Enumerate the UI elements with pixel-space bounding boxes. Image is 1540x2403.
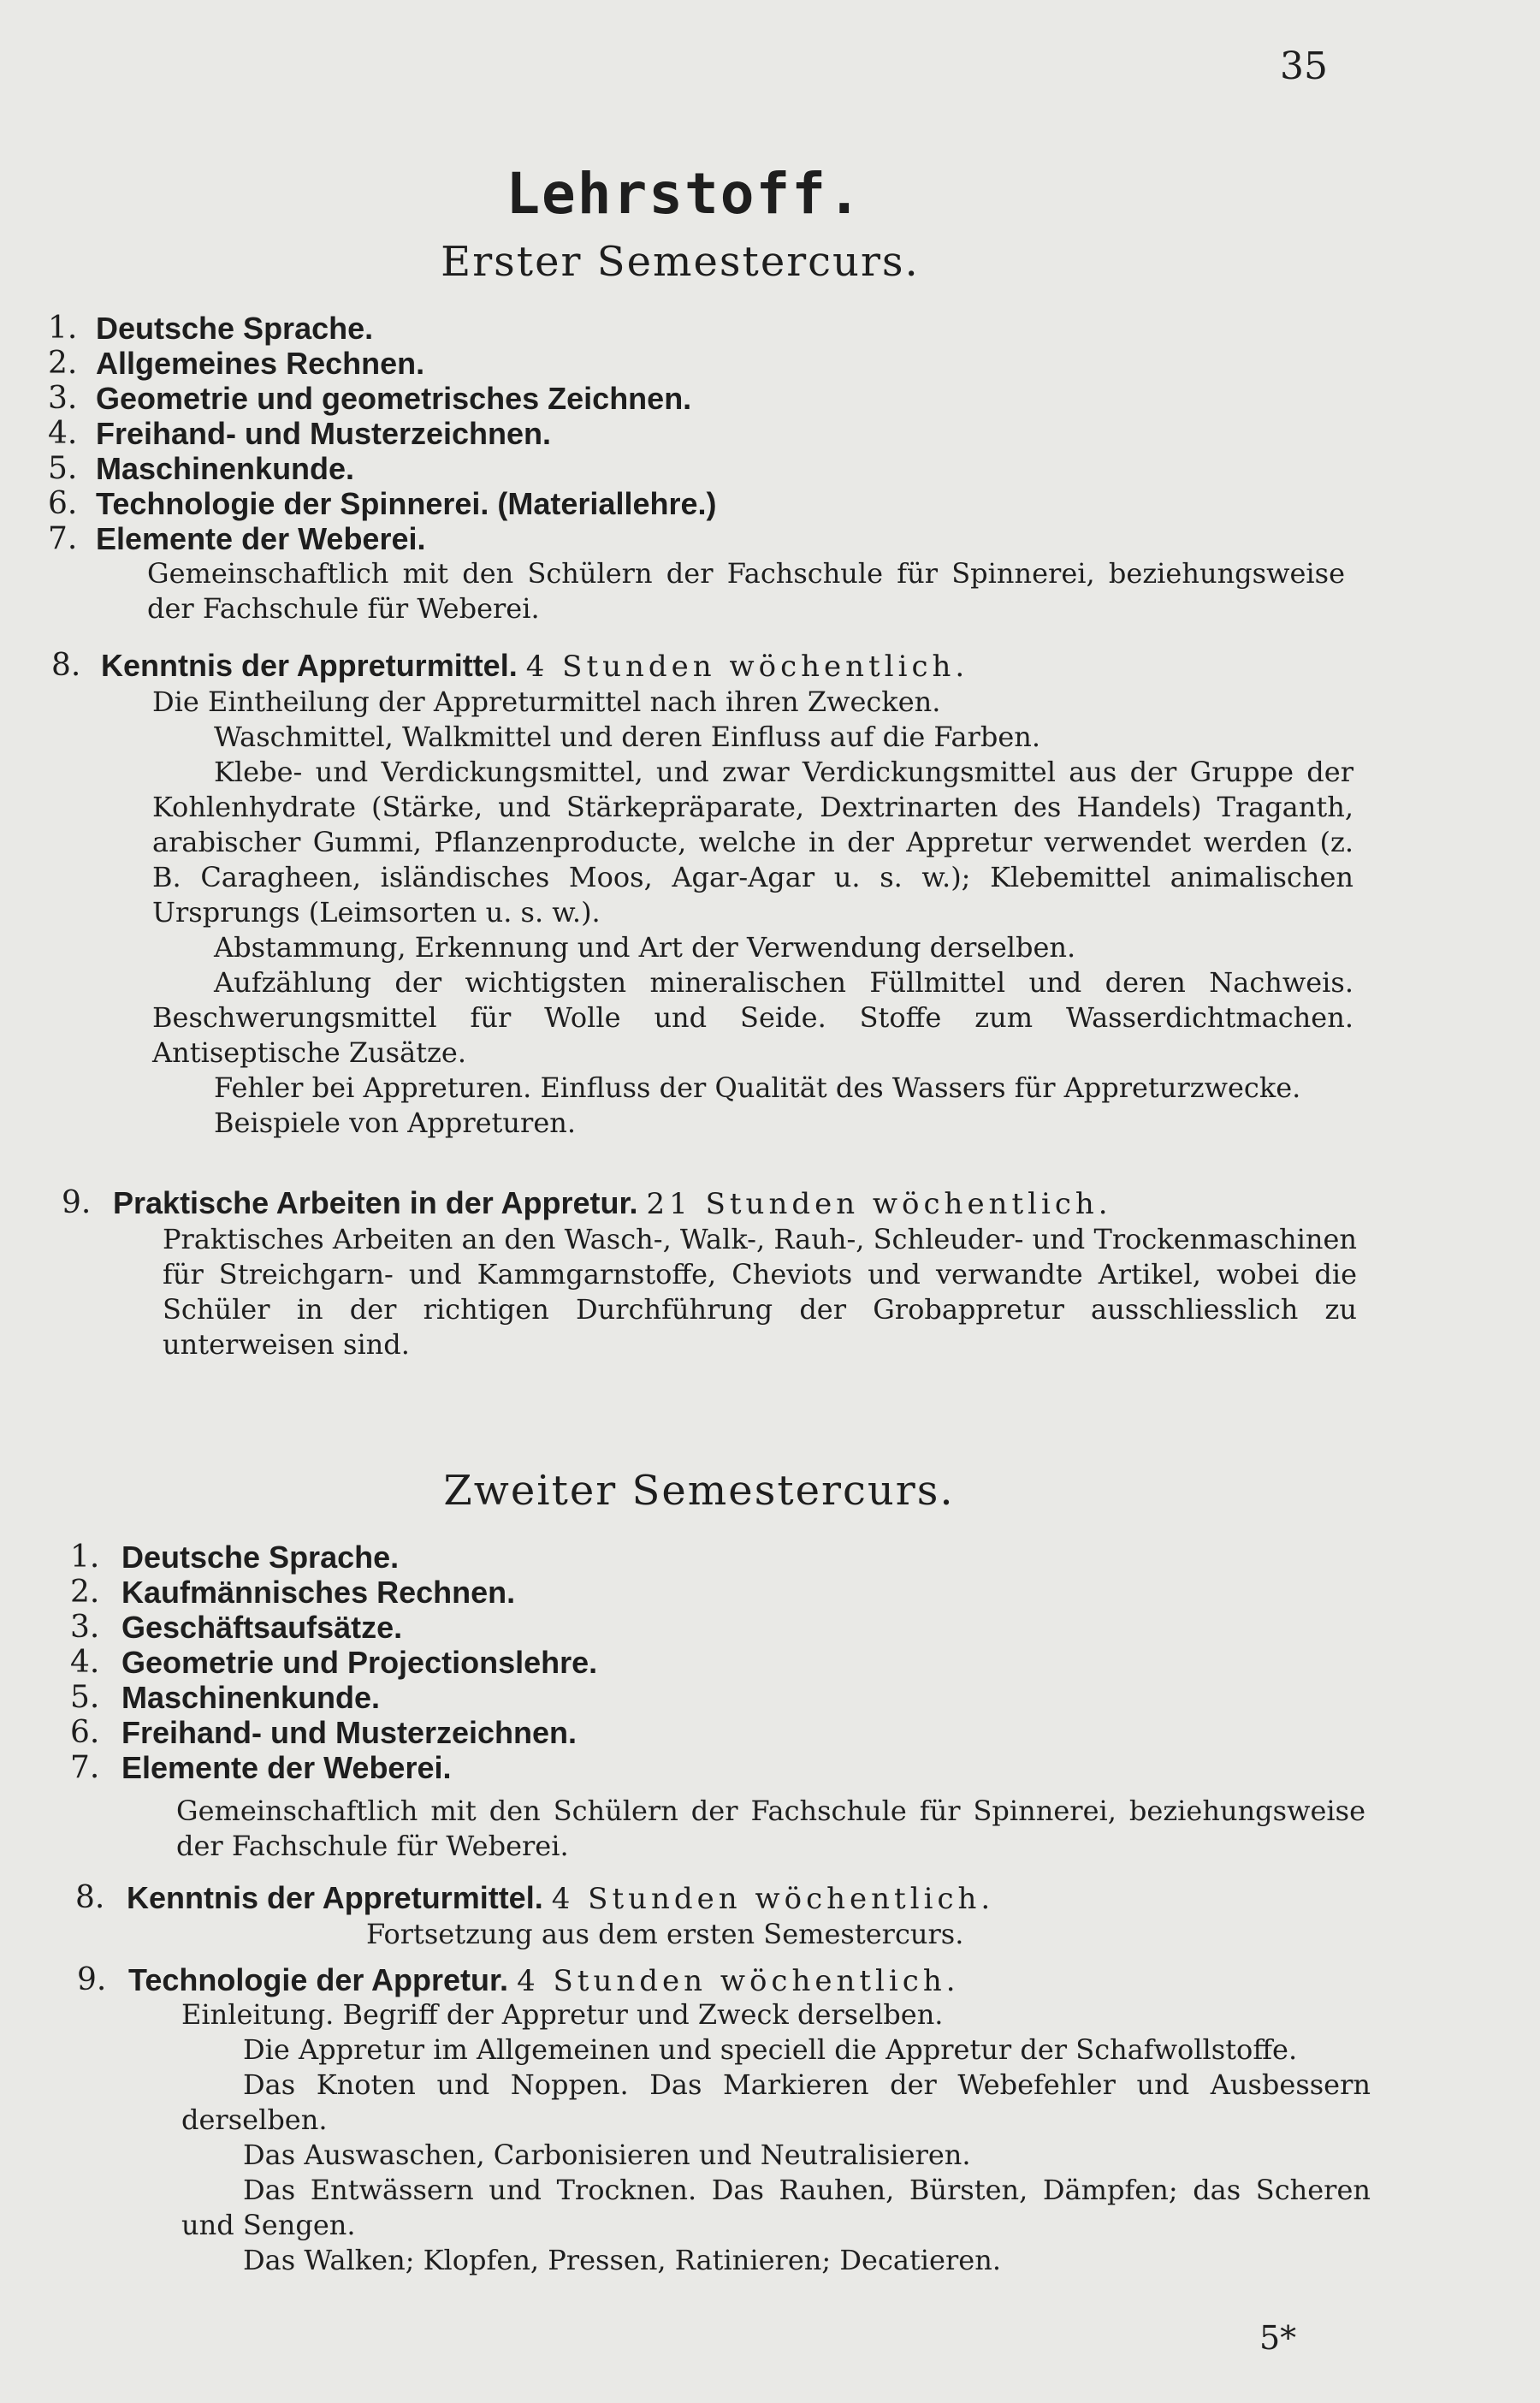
item-number: 2. [70,1575,100,1610]
page-number: 35 [1280,44,1328,88]
semester-2-heading: Zweiter Semestercurs. [443,1467,955,1515]
item-number: 9. [77,1962,107,1997]
item-number: 4. [48,416,78,451]
paragraph: Fehler bei Appreturen. Einfluss der Qualität des Wassers für Appreturzwecke. [214,1071,1301,1104]
page-title: Lehrstoff. [506,161,863,227]
subject-name: Geschäftsaufsätze. [121,1610,403,1645]
item-number: 8. [75,1880,105,1915]
subject-name: Allgemeines Rechnen. [96,346,425,381]
paragraph: Das Entwässern und Trocknen. Das Rauhen, Bürsten, Dämpfen; das Scheren und Sengen. [181,2174,1371,2241]
printer-signature-mark: 5* [1259,2319,1297,2357]
weekly-hours: 4 Stunden wöchentlich. [551,1882,995,1916]
subject-name: Praktische Arbeiten in der Appretur. [113,1185,638,1220]
subject-name: Kenntnis der Appreturmittel. [127,1880,543,1915]
semester-2-item-9-description [181,1997,1371,2278]
paragraph: Die Appretur im Allgemeinen und speciell die Appretur der Schafwollstoffe. [243,2033,1298,2066]
weekly-hours: 4 Stunden wöchentlich. [525,650,969,684]
subject-name: Geometrie und geometrisches Zeichnen. [96,381,692,416]
subject-name: Elemente der Weberei. [121,1750,452,1785]
subject-name: Deutsche Sprache. [96,311,374,346]
weekly-hours: 21 Stunden wöchentlich. [646,1187,1112,1221]
item-number: 5. [48,451,78,486]
weekly-hours: 4 Stunden wöchentlich. [517,1964,960,1998]
paragraph: Aufzählung der wichtigsten mineralischen Füllmittel und deren Nachweis. Beschwerungsmittel für Wolle und Seide. Stoffe zum Wasserdichtmachen. Antiseptische Zusätze. [152,966,1353,1069]
item-number: 1. [70,1540,100,1575]
subject-name: Technologie der Appretur. [128,1962,509,1997]
subject-name: Technologie der Spinnerei. (Materiallehre.) [96,486,717,521]
item-number: 7. [48,521,78,556]
paragraph: Das Auswaschen, Carbonisieren und Neutralisieren. [243,2139,971,2171]
semester-1-item-7-note: Gemeinschaftlich mit den Schülern der Fachschule für Spinnerei, beziehungsweise der Fachschule für Weberei. [147,557,1345,625]
paragraph: Klebe- und Verdickungsmittel, und zwar Verdickungsmittel aus der Gruppe der Kohlenhydrate (Stärke, und Stärkepräparate, Dextrinarten des Handels) Traganth, arabischer Gummi, Pflanzenproducte, welche in der Appretur verwendet werden (z. B. Caragheen, isländisches Moos, Agar-Agar u. s. w.); Klebemittel animalischen Ursprungs (Leimsorten u. s. w.). [152,756,1353,929]
subject-name: Freihand- und Musterzeichnen. [96,416,552,451]
paragraph: Abstammung, Erkennung und Art der Verwendung derselben. [214,931,1076,964]
subject-name: Maschinenkunde. [96,451,355,486]
subject-name: Geometrie und Projectionslehre. [121,1645,598,1680]
item-number: 4. [70,1645,100,1680]
subject-name: Maschinenkunde. [121,1680,381,1715]
subject-name: Freihand- und Musterzeichnen. [121,1715,578,1750]
semester-1-item-8-description [152,685,1353,1141]
subject-name: Kaufmännisches Rechnen. [121,1575,516,1610]
item-number: 2. [48,346,78,381]
item-number: 3. [70,1610,100,1645]
subject-name: Deutsche Sprache. [121,1540,400,1575]
item-number: 5. [70,1680,100,1715]
subject-name: Elemente der Weberei. [96,521,426,556]
paragraph: Einleitung. Begriff der Appretur und Zweck derselben. [181,1998,944,2031]
item-number: 6. [70,1715,100,1750]
paragraph: Das Knoten und Noppen. Das Markieren der Webefehler und Ausbessern derselben. [181,2068,1371,2136]
item-number: 6. [48,486,78,521]
semester-2-item-7-note: Gemeinschaftlich mit den Schülern der Fachschule für Spinnerei, beziehungsweise der Fachschule für Weberei. [176,1795,1365,1862]
item-number: 7. [70,1750,100,1785]
paragraph: Die Eintheilung der Appreturmittel nach ihren Zwecken. [152,685,941,718]
item-number: 8. [51,648,81,683]
item-number: 1. [48,311,78,346]
paragraph: Waschmittel, Walkmittel und deren Einfluss auf die Farben. [214,721,1041,753]
subject-name: Kenntnis der Appreturmittel. [101,648,518,683]
semester-1-item-9-description: Praktisches Arbeiten an den Wasch-, Walk-, Rauh-, Schleuder- und Trockenmaschinen für Streichgarn- und Kammgarnstoffe, Cheviots und verwandte Artikel, wobei die Schüler in der richtigen Durchführung der Grobappretur ausschliesslich zu unterweisen sind. [163,1223,1357,1361]
item-number: 9. [62,1185,92,1220]
paragraph: Das Walken; Klopfen, Pressen, Ratinieren; Decatieren. [243,2244,1001,2276]
semester-2-item-8-note: Fortsetzung aus dem ersten Semestercurs. [366,1918,964,1950]
paragraph: Beispiele von Appreturen. [214,1107,577,1139]
semester-1-heading: Erster Semestercurs. [441,238,920,286]
item-number: 3. [48,381,78,416]
